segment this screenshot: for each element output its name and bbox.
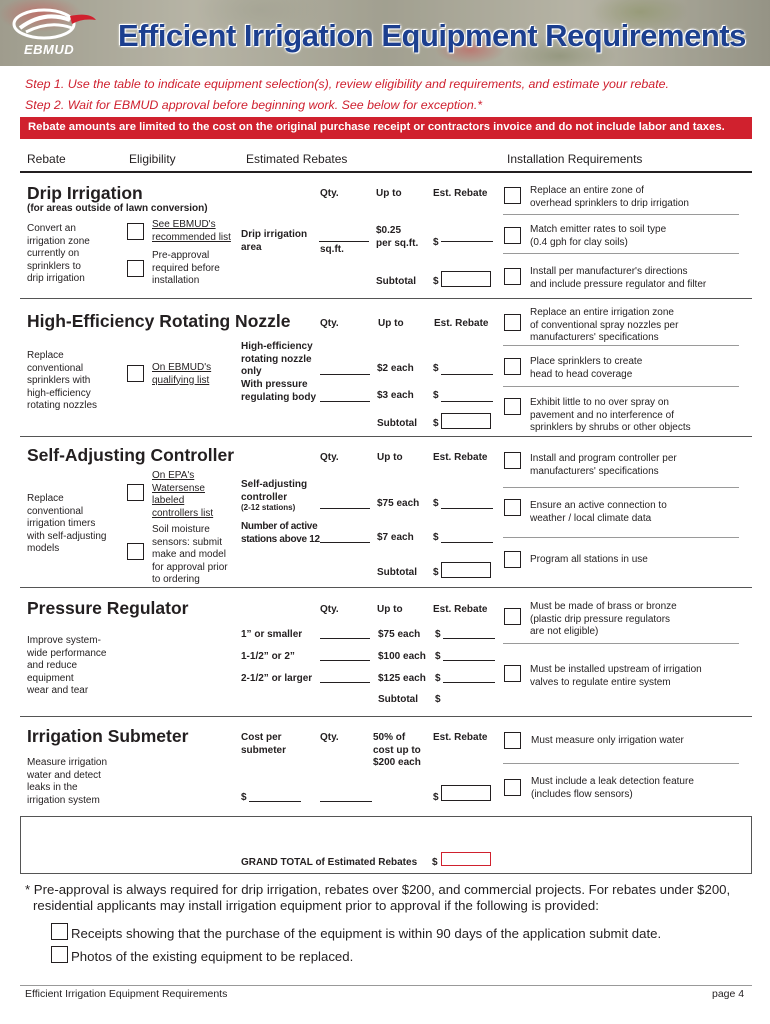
submeter-cost-field[interactable] bbox=[249, 801, 301, 802]
drip-req-2-text: Match emitter rates to soil type (0.4 gph for clay soils) bbox=[530, 224, 667, 248]
drip-rate: $0.25 per sq.ft. bbox=[376, 225, 419, 249]
pressure-qty-2-field[interactable] bbox=[320, 660, 370, 661]
controller-soil-sensor-text: Soil moisture sensors: submit make and model for approval prior to ordering bbox=[152, 524, 228, 585]
controller-req-1-checkbox[interactable] bbox=[504, 452, 521, 469]
controller-est-label: Est. Rebate bbox=[433, 452, 488, 463]
section-divider bbox=[20, 587, 752, 588]
pressure-description: Improve system- wide performance and reduce equipment wear and tear bbox=[27, 635, 107, 696]
submeter-req-1-checkbox[interactable] bbox=[504, 732, 521, 749]
controller-req-3-text: Program all stations in use bbox=[530, 554, 648, 565]
step-2-text: Step 2. Wait for EBMUD approval before beginning work. See below for exception.* bbox=[25, 98, 483, 112]
controller-dollar-2: $ bbox=[433, 532, 439, 543]
page-title: Efficient Irrigation Equipment Requirements bbox=[118, 18, 746, 53]
nozzle-req-1-text: Replace an entire irrigation zone of conventional spray nozzles per manufacturers' specifications bbox=[530, 307, 679, 343]
footnote-line-2: residential applicants may install irrigation equipment prior to approval if the following is provided: bbox=[33, 898, 599, 913]
pressure-est-1-field[interactable] bbox=[443, 638, 495, 639]
submeter-cost-dollar: $ bbox=[241, 792, 247, 803]
nozzle-dollar-1: $ bbox=[433, 363, 439, 374]
photos-checkbox[interactable] bbox=[51, 946, 68, 963]
controller-est-2-field[interactable] bbox=[441, 542, 493, 543]
nozzle-qty-2-field[interactable] bbox=[320, 401, 370, 402]
pressure-size-3: 2-1/2” or larger bbox=[241, 673, 313, 684]
pressure-size-1: 1” or smaller bbox=[241, 629, 303, 640]
section-divider bbox=[20, 436, 752, 437]
pressure-subtotal-label: Subtotal bbox=[378, 694, 418, 705]
controller-req-divider bbox=[503, 487, 739, 488]
notice-banner: Rebate amounts are limited to the cost on the original purchase receipt or contractors invoice and do not include labor and taxes. bbox=[20, 117, 752, 139]
pressure-req-2-checkbox[interactable] bbox=[504, 665, 521, 682]
drip-req-3-checkbox[interactable] bbox=[504, 268, 521, 285]
submeter-req-divider bbox=[503, 763, 739, 764]
controller-item-1-note: (2-12 stations) bbox=[241, 503, 296, 512]
submeter-req-2-text: Must include a leak detection feature (includes flow sensors) bbox=[531, 776, 694, 800]
nozzle-req-3-text: Exhibit little to no over spray on pavement and no interference of sprinklers by shrubs or other objects bbox=[530, 397, 691, 433]
submeter-req-2-checkbox[interactable] bbox=[504, 779, 521, 796]
nozzle-item-1-label: High-efficiency rotating nozzle only bbox=[241, 341, 313, 377]
pressure-req-1-text: Must be made of brass or bronze (plastic drip pressure regulators are not eligible) bbox=[530, 601, 677, 637]
drip-subtitle: (for areas outside of lawn conversion) bbox=[27, 203, 208, 214]
grand-total-label: GRAND TOTAL of Estimated Rebates bbox=[241, 857, 418, 868]
nozzle-subtotal-label: Subtotal bbox=[377, 418, 417, 429]
drip-req-divider bbox=[503, 214, 739, 215]
column-rebate: Rebate bbox=[27, 152, 66, 166]
nozzle-subtotal-field[interactable] bbox=[441, 413, 491, 429]
nozzle-qty-1-field[interactable] bbox=[320, 374, 370, 375]
controller-req-2-checkbox[interactable] bbox=[504, 499, 521, 516]
submeter-description: Measure irrigation water and detect leaks in the irrigation system bbox=[27, 757, 108, 806]
header-rule bbox=[20, 171, 752, 173]
ebmud-logo bbox=[10, 6, 98, 64]
drip-req-divider bbox=[503, 253, 739, 254]
step-1-text: Step 1. Use the table to indicate equipment selection(s), review eligibility and requirements, and estimate your rebate. bbox=[25, 77, 669, 91]
pressure-qty-label: Qty. bbox=[320, 604, 339, 615]
controller-epa-list-link[interactable]: On EPA's Watersense labeled controllers list bbox=[152, 470, 214, 519]
drip-unit-label: sq.ft. bbox=[320, 244, 344, 255]
pressure-req-divider bbox=[503, 643, 739, 644]
drip-qty-field[interactable] bbox=[319, 241, 369, 242]
controller-epa-list-checkbox[interactable] bbox=[127, 484, 144, 501]
pressure-dollar-1: $ bbox=[435, 629, 441, 640]
nozzle-req-3-checkbox[interactable] bbox=[504, 398, 521, 415]
drip-est-label: Est. Rebate bbox=[433, 188, 488, 199]
header-banner bbox=[0, 0, 770, 66]
nozzle-qty-label: Qty. bbox=[320, 318, 339, 329]
controller-upto-label: Up to bbox=[377, 452, 403, 463]
controller-dollar-1: $ bbox=[433, 498, 439, 509]
nozzle-req-1-checkbox[interactable] bbox=[504, 314, 521, 331]
drip-subtotal-field[interactable] bbox=[441, 271, 491, 287]
pressure-subtotal-dollar: $ bbox=[435, 694, 441, 705]
nozzle-est-2-field[interactable] bbox=[441, 401, 493, 402]
nozzle-description: Replace conventional sprinklers with high-efficiency rotating nozzles bbox=[27, 350, 98, 411]
drip-qty-label: Qty. bbox=[320, 188, 339, 199]
controller-req-1-text: Install and program controller per manufacturers' specifications bbox=[530, 453, 677, 477]
submeter-section-title: Irrigation Submeter bbox=[27, 726, 189, 746]
grand-total-field[interactable] bbox=[441, 852, 491, 866]
nozzle-qualifying-list-link[interactable]: On EBMUD's qualifying list bbox=[152, 362, 212, 386]
pressure-req-2-text: Must be installed upstream of irrigation valves to regulate entire system bbox=[530, 664, 702, 688]
pressure-req-1-checkbox[interactable] bbox=[504, 608, 521, 625]
controller-qty-1-field[interactable] bbox=[320, 508, 370, 509]
pressure-est-3-field[interactable] bbox=[443, 682, 495, 683]
drip-est-rebate-field[interactable] bbox=[441, 241, 493, 242]
pressure-est-2-field[interactable] bbox=[443, 660, 495, 661]
drip-preapproval-text: Pre-approval required before installation bbox=[152, 250, 220, 286]
submeter-est-dollar: $ bbox=[433, 792, 439, 803]
submeter-rate: 50% of cost up to $200 each bbox=[373, 732, 421, 768]
footer-rule bbox=[20, 985, 752, 986]
footnote-line-1: * Pre-approval is always required for drip irrigation, rebates over $200, and commercial projects. For rebates under $200, bbox=[25, 882, 731, 897]
controller-item-1-label: Self-adjusting controller bbox=[241, 479, 308, 503]
column-installation-requirements: Installation Requirements bbox=[507, 152, 643, 166]
submeter-cost-label: Cost per submeter bbox=[241, 732, 287, 756]
pressure-dollar-3: $ bbox=[435, 673, 441, 684]
drip-preapproval-checkbox[interactable] bbox=[127, 260, 144, 277]
controller-req-2-text: Ensure an active connection to weather / local climate data bbox=[530, 500, 667, 524]
grand-total-dollar: $ bbox=[432, 857, 438, 868]
controller-est-1-field[interactable] bbox=[441, 508, 493, 509]
drip-section-title: Drip Irrigation bbox=[27, 183, 143, 203]
nozzle-subtotal-dollar: $ bbox=[433, 418, 439, 429]
controller-req-divider bbox=[503, 537, 739, 538]
controller-qty-2-field[interactable] bbox=[320, 542, 370, 543]
drip-req-3-text: Install per manufacturer's directions and include pressure regulator and filter bbox=[530, 266, 707, 290]
controller-description: Replace conventional irrigation timers with self-adjusting models bbox=[27, 493, 107, 554]
controller-rate-1: $75 each bbox=[377, 498, 420, 509]
controller-subtotal-field[interactable] bbox=[441, 562, 491, 578]
photos-text: Photos of the existing equipment to be replaced. bbox=[71, 949, 354, 964]
nozzle-dollar-2: $ bbox=[433, 390, 439, 401]
drip-recommended-list-checkbox[interactable] bbox=[127, 223, 144, 240]
submeter-est-field[interactable] bbox=[441, 785, 491, 801]
pressure-qty-3-field[interactable] bbox=[320, 682, 370, 683]
submeter-qty-label: Qty. bbox=[320, 732, 339, 743]
section-divider bbox=[20, 716, 752, 717]
footer-title: Efficient Irrigation Equipment Requirements bbox=[25, 988, 228, 1000]
drip-req-1-checkbox[interactable] bbox=[504, 187, 521, 204]
column-eligibility: Eligibility bbox=[129, 152, 176, 166]
page-number: page 4 bbox=[712, 988, 745, 1000]
nozzle-req-divider bbox=[503, 345, 739, 346]
submeter-qty-field[interactable] bbox=[320, 801, 372, 802]
pressure-rate-3: $125 each bbox=[378, 673, 426, 684]
pressure-section-title: Pressure Regulator bbox=[27, 598, 189, 618]
nozzle-est-1-field[interactable] bbox=[441, 374, 493, 375]
submeter-est-label: Est. Rebate bbox=[433, 732, 488, 743]
controller-subtotal-dollar: $ bbox=[433, 567, 439, 578]
controller-soil-sensor-checkbox[interactable] bbox=[127, 543, 144, 560]
pressure-upto-label: Up to bbox=[377, 604, 403, 615]
nozzle-req-2-checkbox[interactable] bbox=[504, 358, 521, 375]
drip-subtotal-dollar: $ bbox=[433, 276, 439, 287]
nozzle-rate-2: $3 each bbox=[377, 390, 414, 401]
nozzle-rate-1: $2 each bbox=[377, 363, 414, 374]
section-divider bbox=[20, 298, 752, 299]
pressure-size-2: 1-1/2” or 2” bbox=[241, 651, 295, 662]
nozzle-upto-label: Up to bbox=[378, 318, 404, 329]
nozzle-req-divider bbox=[503, 386, 739, 387]
drip-dollar-sign: $ bbox=[433, 237, 439, 248]
controller-subtotal-label: Subtotal bbox=[377, 567, 417, 578]
drip-subtotal-label: Subtotal bbox=[376, 276, 416, 287]
controller-req-3-checkbox[interactable] bbox=[504, 551, 521, 568]
drip-description: Convert an irrigation zone currently on sprinklers to drip irrigation bbox=[27, 223, 90, 284]
controller-item-2-label: Number of active stations above 12 bbox=[241, 521, 320, 545]
logo-text: EBMUD bbox=[24, 42, 75, 57]
drip-item-label: Drip irrigation area bbox=[241, 229, 308, 253]
nozzle-qualifying-list-checkbox[interactable] bbox=[127, 365, 144, 382]
column-estimated-rebates: Estimated Rebates bbox=[246, 152, 348, 166]
nozzle-section-title: High-Efficiency Rotating Nozzle bbox=[27, 311, 291, 331]
drip-recommended-list-link[interactable]: See EBMUD's recommended list bbox=[152, 219, 231, 243]
drip-req-2-checkbox[interactable] bbox=[504, 227, 521, 244]
nozzle-item-2-label: With pressure regulating body bbox=[241, 379, 316, 403]
drip-req-1-text: Replace an entire zone of overhead sprinklers to drip irrigation bbox=[530, 185, 689, 209]
controller-qty-label: Qty. bbox=[320, 452, 339, 463]
receipts-checkbox[interactable] bbox=[51, 923, 68, 940]
submeter-req-1-text: Must measure only irrigation water bbox=[531, 735, 684, 746]
controller-rate-2: $7 each bbox=[377, 532, 414, 543]
pressure-rate-2: $100 each bbox=[378, 651, 426, 662]
logo-swoosh-icon bbox=[10, 6, 98, 46]
pressure-qty-1-field[interactable] bbox=[320, 638, 370, 639]
pressure-dollar-2: $ bbox=[435, 651, 441, 662]
nozzle-est-label: Est. Rebate bbox=[434, 318, 489, 329]
receipts-text: Receipts showing that the purchase of the equipment is within 90 days of the application submit date. bbox=[71, 926, 662, 941]
drip-upto-label: Up to bbox=[376, 188, 402, 199]
controller-section-title: Self-Adjusting Controller bbox=[27, 445, 235, 465]
pressure-rate-1: $75 each bbox=[378, 629, 421, 640]
pressure-est-label: Est. Rebate bbox=[433, 604, 488, 615]
nozzle-req-2-text: Place sprinklers to create head to head coverage bbox=[530, 356, 643, 380]
